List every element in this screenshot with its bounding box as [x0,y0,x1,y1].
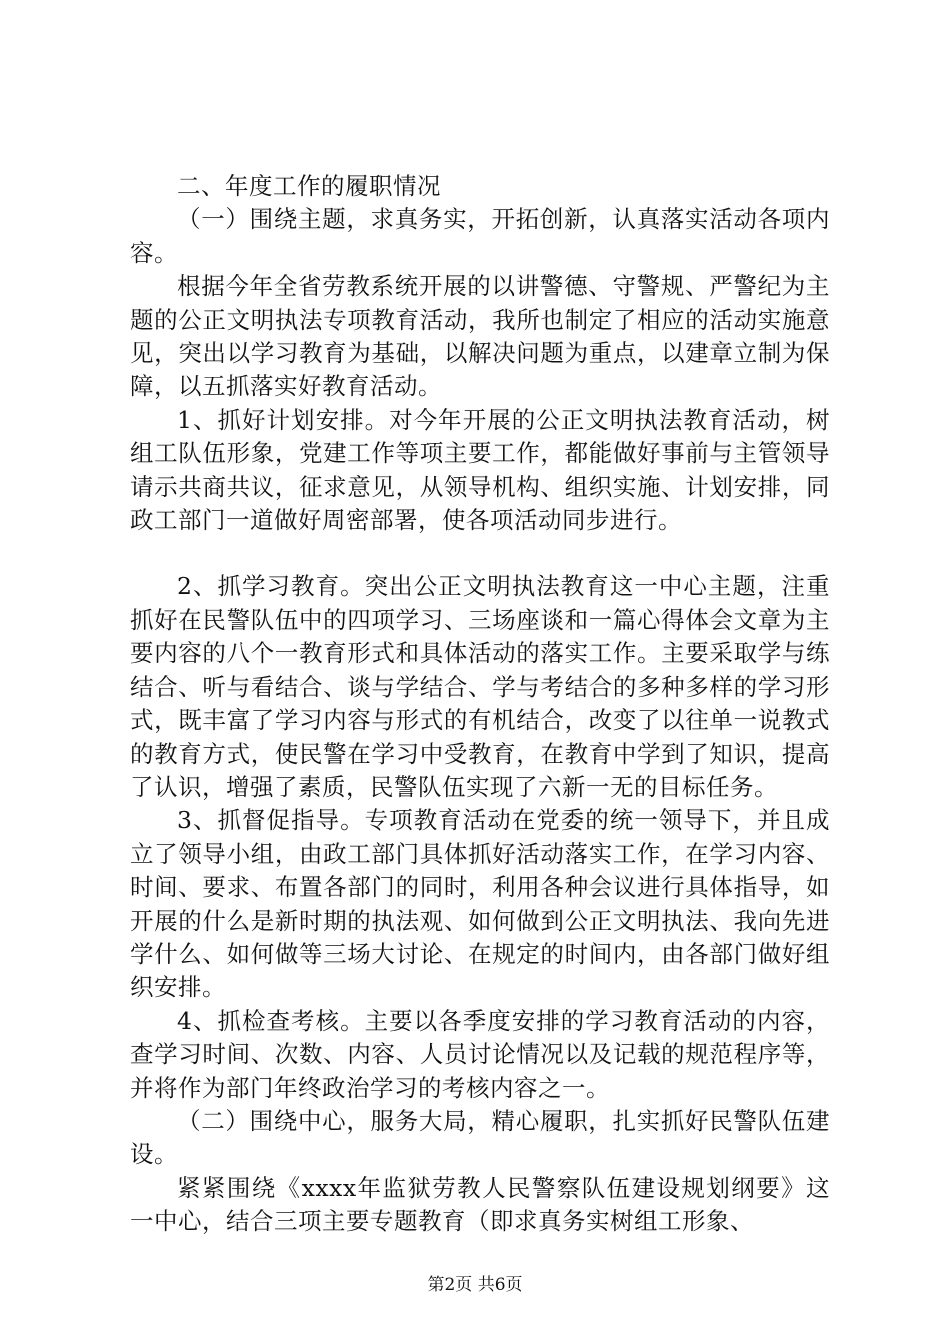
subsection-heading: （一）围绕主题，求真务实，开拓创新，认真落实活动各项内容。 [130,205,830,267]
paragraph: 2、抓学习教育。突出公正文明执法教育这一中心主题，注重抓好在民警队伍中的四项学习、三场座谈和一篇心得体会文章为主要内容的八个一教育形式和具体活动的落实工作。主要采取学与练结合、听与看结合、谈与学结合、学与考结合的多种多样的学习形式，既丰富了学习内容与形式的有机结合，改变了以往单一说教式的教育方式，使民警在学习中受教育，在教育中学到了知识，提高了认识，增强了素质，民警队伍实现了六新一无的目标任务。 [130,572,830,801]
paragraph: 根据今年全省劳教系统开展的以讲警德、守警规、严警纪为主题的公正文明执法专项教育活动，我所也制定了相应的活动实施意见，突出以学习教育为基础，以解决问题为重点，以建章立制为保障，以五抓落实好教育活动。 [130,272,830,401]
section-heading: 二、年度工作的履职情况 [177,172,441,200]
paragraph: 3、抓督促指导。专项教育活动在党委的统一领导下，并且成立了领导小组，由政工部门具体抓好活动落实工作，在学习内容、时间、要求、布置各部门的同时，利用各种会议进行具体指导，如开展的什么是新时期的执法观、如何做到公正文明执法、我向先进学什么、如何做等三场大讨论、在规定的时间内，由各部门做好组织安排。 [130,806,830,1002]
document-body [130,170,830,1239]
paragraph: 1、抓好计划安排。对今年开展的公正文明执法教育活动，树组工队伍形象，党建工作等项主要工作，都能做好事前与主管领导请示共商共议，征求意见，从领导机构、组织实施、计划安排，同政工部门一道做好周密部署，使各项活动同步进行。 [130,405,830,535]
paragraph: 4、抓检查考核。主要以各季度安排的学习教育活动的内容，查学习时间、次数、内容、人员讨论情况以及记载的规范程序等，并将作为部门年终政治学习的考核内容之一。 [130,1006,830,1102]
paragraph: 紧紧围绕《xxxx年监狱劳教人民警察队伍建设规划纲要》这一中心，结合三项主要专题教育（即求真务实树组工形象、 [130,1173,830,1236]
page-footer: 第2页 共6页 [427,1275,523,1295]
subsection-heading: （二）围绕中心，服务大局，精心履职，扎实抓好民警队伍建设。 [130,1106,830,1169]
